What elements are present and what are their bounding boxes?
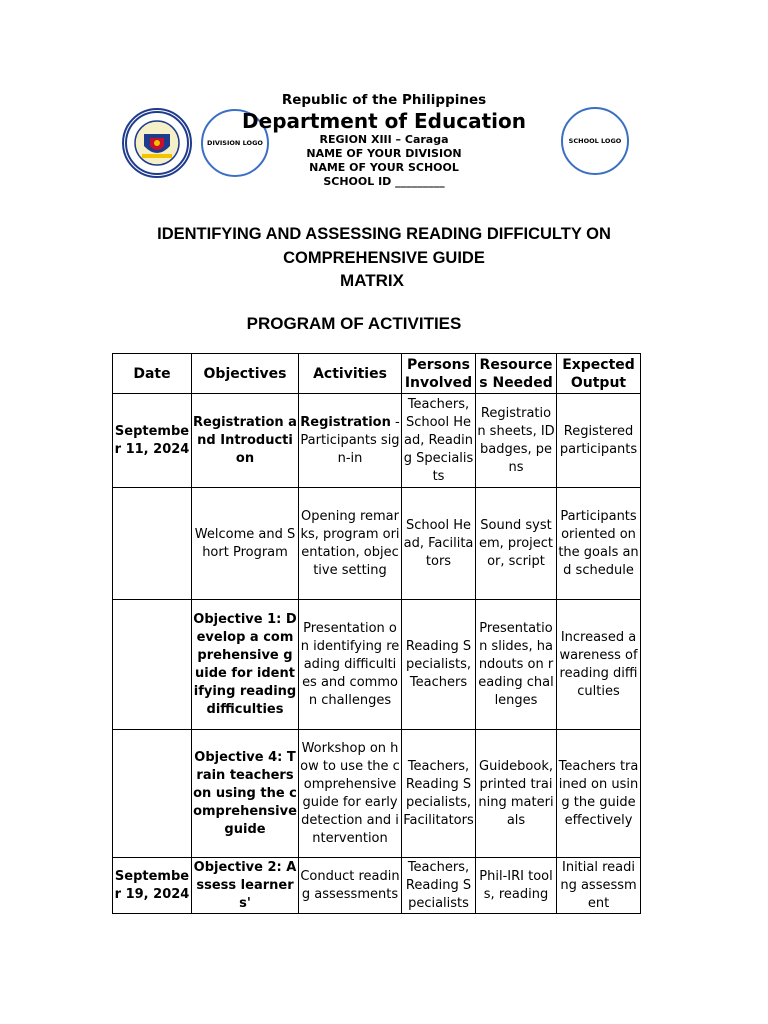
header-activities: Activities — [299, 354, 402, 394]
region-line: REGION XIII – Caraga — [319, 133, 449, 146]
header-output: Expected Output — [557, 354, 641, 394]
row-persons: Reading Specialists, Teachers — [402, 600, 476, 730]
table-row — [113, 394, 641, 488]
row-activity: Opening remarks, program orientation, objective setting — [299, 488, 402, 600]
republic-line: Republic of the Philippines — [281, 92, 487, 108]
row-persons: School Head, Facilitators — [402, 488, 476, 600]
division-line: NAME OF YOUR DIVISION — [306, 147, 462, 160]
title-line-2: COMPREHENSIVE GUIDE — [283, 249, 485, 267]
letterhead-text — [200, 92, 568, 189]
row-resources: Guidebook, printed training materials — [476, 730, 557, 858]
school-id-line: SCHOOL ID _________ — [323, 175, 445, 188]
header-objectives: Objectives — [192, 354, 299, 394]
header-persons: Persons Involved — [402, 354, 476, 394]
deped-seal-icon — [124, 110, 190, 176]
table-row — [113, 730, 641, 858]
row-persons: Teachers, Reading Specialists, Facilitators — [402, 730, 476, 858]
row-objective: Welcome and Short Program — [192, 488, 299, 600]
row-output: Teachers trained on using the guide effectively — [557, 730, 641, 858]
row-date — [113, 488, 192, 600]
row-objective: Objective 4: Train teachers on using the comprehensive guide — [192, 730, 299, 858]
document-title — [100, 222, 668, 270]
row-output: Registered participants — [557, 394, 641, 488]
program-table — [112, 353, 641, 914]
row-resources: Sound system, projector, script — [476, 488, 557, 600]
matrix-heading: MATRIX — [340, 271, 404, 290]
division-logo: DIVISION LOGO — [201, 109, 269, 177]
row-activity — [299, 394, 402, 488]
row-objective: Objective 2: Assess learners' — [192, 858, 299, 914]
title-line-1: IDENTIFYING AND ASSESSING READING DIFFICULTY ON — [157, 225, 611, 243]
row-date: September 11, 2024 — [113, 394, 192, 488]
row-resources: Presentation slides, handouts on reading challenges — [476, 600, 557, 730]
row-date — [113, 730, 192, 858]
table-header-row — [113, 354, 641, 394]
program-heading: PROGRAM OF ACTIVITIES — [246, 314, 462, 333]
row-objective: Objective 1: Develop a comprehensive guide for identifying reading difficulties — [192, 600, 299, 730]
school-logo: SCHOOL LOGO — [561, 107, 629, 175]
row-activity-text: - Participants sign-in — [300, 414, 400, 466]
header-date: Date — [113, 354, 192, 394]
row-output: Participants oriented on the goals and schedule — [557, 488, 641, 600]
table-row — [113, 858, 641, 914]
row-activity: Conduct reading assessments — [299, 858, 402, 914]
row-activity: Workshop on how to use the comprehensive guide for early detection and intervention — [299, 730, 402, 858]
table-row — [113, 488, 641, 600]
table-row — [113, 600, 641, 730]
row-objective: Registration and Introduction — [192, 394, 299, 488]
deped-seal — [122, 108, 192, 178]
row-activity: Presentation on identifying reading difficulties and common challenges — [299, 600, 402, 730]
row-resources: Registration sheets, ID badges, pens — [476, 394, 557, 488]
letterhead — [0, 0, 768, 200]
row-date — [113, 600, 192, 730]
header-resources: Resources Needed — [476, 354, 557, 394]
department-line: Department of Education — [242, 109, 526, 133]
row-date: September 19, 2024 — [113, 858, 192, 914]
row-persons: Teachers, Reading Specialists — [402, 858, 476, 914]
school-line: NAME OF YOUR SCHOOL — [309, 161, 459, 174]
row-resources: Phil-IRI tools, reading — [476, 858, 557, 914]
row-output: Increased awareness of reading difficulties — [557, 600, 641, 730]
row-persons: Teachers, School Head, Reading Specialists — [402, 394, 476, 488]
row-activity-bold: Registration — [300, 414, 391, 430]
row-output: Initial reading assessment — [557, 858, 641, 914]
